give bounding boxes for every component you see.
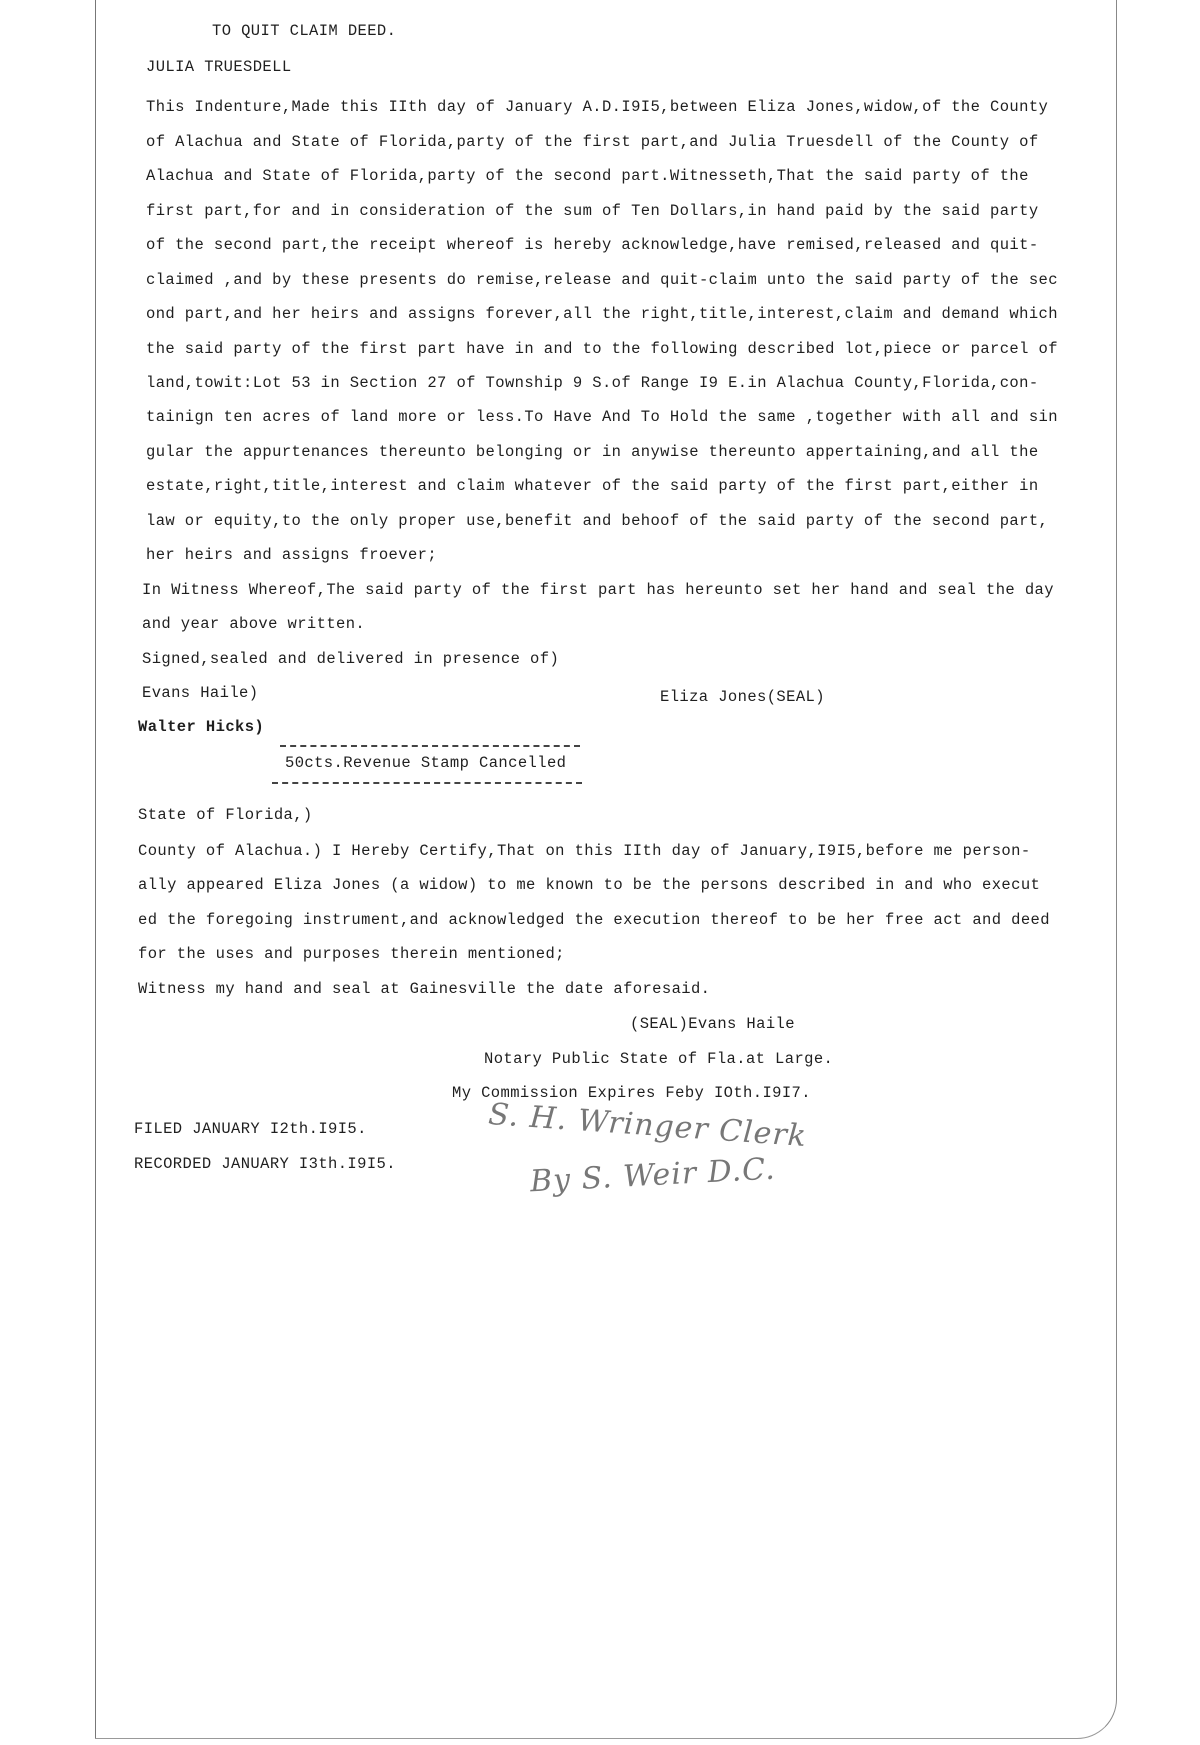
ack-line: ed the foregoing instrument,and acknowledged the execution thereof to be her free act and deed (138, 911, 1050, 929)
witness-clause-line: and year above written. (142, 615, 366, 633)
filed-date: FILED JANUARY I2th.I9I5. (134, 1120, 367, 1138)
notary-name: (SEAL)Evans Haile (630, 1015, 795, 1033)
recorded-date: RECORDED JANUARY I3th.I9I5. (134, 1155, 396, 1173)
body-line: gular the appurtenances thereunto belonging or in anywise thereunto appertaining,and all the (146, 443, 1039, 461)
witness-clause-line: In Witness Whereof,The said party of the first part has hereunto set her hand and seal the day (142, 581, 1054, 599)
body-line: of the second part,the receipt whereof is hereby acknowledge,have remised,released and quit- (146, 236, 1039, 254)
body-line: land,towit:Lot 53 in Section 27 of Township 9 S.of Range I9 E.in Alachua County,Florida,con- (146, 374, 1039, 392)
revenue-stamp: 50cts.Revenue Stamp Cancelled (285, 754, 567, 772)
grantee-heading: JULIA TRUESDELL (146, 58, 292, 76)
grantor-signature: Eliza Jones(SEAL) (660, 688, 825, 706)
signed-sealed-line: Signed,sealed and delivered in presence of) (142, 650, 560, 668)
ack-line: County of Alachua.) I Hereby Certify,That on this IIth day of January,I9I5,before me person- (138, 842, 1031, 860)
clerk-signature: S. H. Wringer Clerk (487, 1096, 809, 1155)
body-line: Alachua and State of Florida,party of the second part.Witnesseth,That the said party of the (146, 167, 1029, 185)
body-line: This Indenture,Made this IIth day of January A.D.I9I5,between Eliza Jones,widow,of the County (146, 98, 1049, 116)
deed-heading: TO QUIT CLAIM DEED. (212, 22, 397, 40)
body-line: estate,right,title,interest and claim whatever of the said party of the first part,either in (146, 477, 1039, 495)
ack-line: Witness my hand and seal at Gainesville the date aforesaid. (138, 980, 711, 998)
deputy-clerk-signature: By S. Weir D.C. (529, 1151, 777, 1200)
stamp-rule-bottom (272, 782, 582, 784)
witness-one: Evans Haile) (142, 684, 259, 702)
deed-page (95, 0, 1117, 1739)
body-line: tainign ten acres of land more or less.To Have And To Hold the same ,together with all and sin (146, 408, 1058, 426)
notary-commission: My Commission Expires Feby IOth.I9I7. (452, 1084, 811, 1102)
witness-two: Walter Hicks) (138, 718, 265, 736)
body-line: claimed ,and by these presents do remise,release and quit-claim unto the said party of the sec (146, 271, 1058, 289)
body-line: of Alachua and State of Florida,party of the first part,and Julia Truesdell of the County of (146, 133, 1039, 151)
ack-line: for the uses and purposes therein mentioned; (138, 945, 565, 963)
ack-line: ally appeared Eliza Jones (a widow) to me known to be the persons described in and who execut (138, 876, 1041, 894)
body-line: first part,for and in consideration of the sum of Ten Dollars,in hand paid by the said party (146, 202, 1039, 220)
ack-state: State of Florida,) (138, 806, 313, 824)
stamp-rule-top (280, 745, 580, 747)
body-line: the said party of the first part have in and to the following described lot,piece or parcel of (146, 340, 1058, 358)
body-line: her heirs and assigns froever; (146, 546, 438, 564)
notary-title: Notary Public State of Fla.at Large. (484, 1050, 834, 1068)
body-line: law or equity,to the only proper use,benefit and behoof of the said party of the second part, (146, 512, 1049, 530)
body-line: ond part,and her heirs and assigns forever,all the right,title,interest,claim and demand which (146, 305, 1058, 323)
